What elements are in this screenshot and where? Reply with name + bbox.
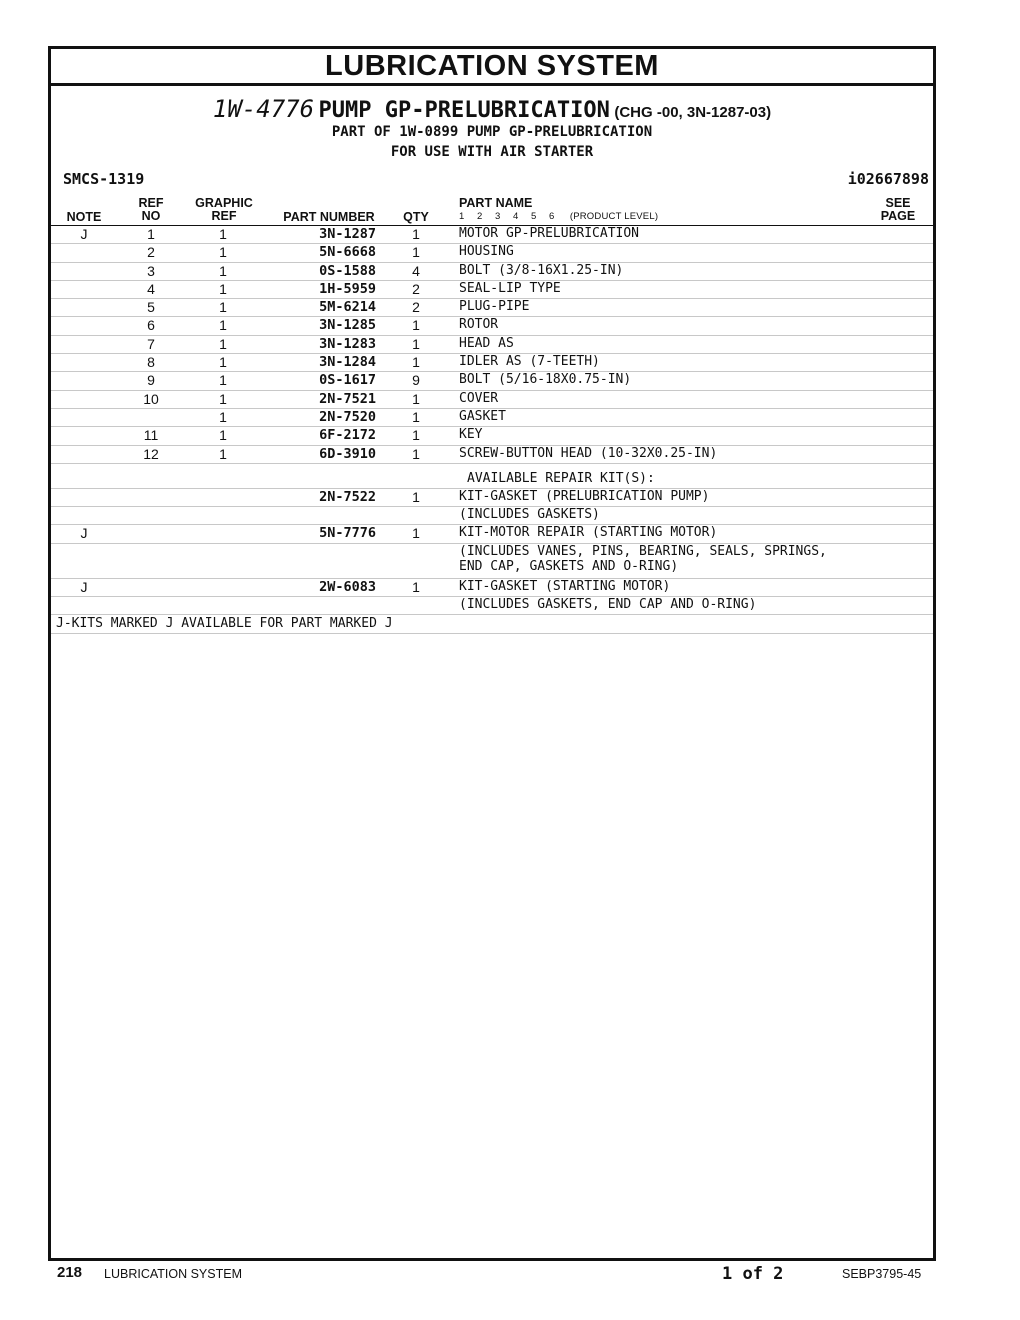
level-5: 5 [531,211,537,222]
graphic-ref-cell: 1 [219,427,227,444]
part-name-cell: KEY [459,427,483,443]
table-row [51,299,933,317]
part-number-cell: 1H-5959 [319,280,376,297]
level-2: 2 [477,211,483,222]
col-see-bottom: PAGE [880,209,916,223]
part-number-cell: 3N-1283 [319,335,376,352]
table-row [51,579,933,597]
illustration-id: i02667898 [847,170,929,188]
footnote: J-KITS MARKED J AVAILABLE FOR PART MARKED J [51,615,933,633]
part-number-cell: 5N-7776 [319,525,376,542]
assembly-description: PUMP GP-PRELUBRICATION [318,98,610,123]
col-ref-bottom: NO [141,209,161,223]
product-level-label: (PRODUCT LEVEL) [569,211,659,222]
table-row [51,317,933,335]
qty-cell: 1 [412,408,420,425]
part-name-cell: GASKET [459,408,506,424]
part-name-cell: COVER [459,390,499,406]
part-name-cell: BOLT (5/16-18X0.75-IN) [459,372,632,388]
ref-no-cell: 1 [147,226,155,242]
table-header [51,197,933,226]
table-row [51,391,933,409]
part-of-line: PART OF 1W-0899 PUMP GP-PRELUBRICATION [331,124,653,140]
part-number-cell: 2N-7521 [319,390,376,407]
graphic-ref-cell: 1 [219,335,227,352]
part-name-cell: BOLT (3/8-16X1.25-IN) [459,262,624,278]
ref-no-cell: 4 [147,280,155,297]
graphic-ref-cell: 1 [219,390,227,407]
graphic-ref-cell: 1 [219,317,227,334]
part-number-cell: 5M-6214 [319,299,376,316]
col-graphic-ref [189,197,259,223]
col-qty: QTY [403,210,429,224]
col-graphic-bottom: REF [211,209,237,223]
table-row [51,281,933,299]
qty-cell: 2 [412,299,420,316]
qty-cell: 4 [412,262,420,279]
part-name-cell: PLUG-PIPE [459,299,530,315]
part-number-cell: 0S-1588 [319,262,376,279]
part-name-cell: KIT-GASKET (PRELUBRICATION PUMP) [459,488,710,504]
part-name-cell: HEAD AS [459,335,514,351]
part-name-cell: ROTOR [459,317,499,333]
col-part-name: PART NAME [459,196,533,210]
ref-no-cell: 3 [147,262,155,279]
assembly-heading [51,95,933,123]
use-line: FOR USE WITH AIR STARTER [390,144,594,160]
part-number-cell: 3N-1285 [319,317,376,334]
part-name-cell: IDLER AS (7-TEETH) [459,354,600,370]
ref-no-cell: 2 [147,244,155,261]
document-id: SEBP3795-45 [842,1267,922,1281]
smcs-code: SMCS-1319 [63,170,145,188]
table-row [51,446,933,464]
qty-cell: 1 [412,427,420,444]
part-name-cell: KIT-MOTOR REPAIR (STARTING MOTOR) [459,525,718,541]
graphic-ref-cell: 1 [219,280,227,297]
part-number-cell: 3N-1287 [319,226,376,242]
col-see-page [873,197,923,223]
table-row [51,597,933,615]
graphic-ref-cell: 1 [219,372,227,389]
part-name-cell: SEAL-LIP TYPE [459,280,561,296]
qty-cell: 1 [412,578,420,595]
col-note: NOTE [66,210,102,224]
page-frame [48,46,936,1261]
table-row [51,525,933,543]
note-cell: J [80,525,88,542]
ref-no-cell: 9 [147,372,155,389]
table-row [51,244,933,262]
part-number-cell: 3N-1284 [319,354,376,371]
graphic-ref-cell: 1 [219,354,227,371]
level-3: 3 [495,211,501,222]
assembly-part-number: 1W-4776 [212,95,315,123]
product-levels [459,211,658,222]
part-number-cell: 2W-6083 [319,578,376,595]
page-title: LUBRICATION SYSTEM [51,49,933,86]
part-number-cell: 2N-7520 [319,408,376,425]
qty-cell: 9 [412,372,420,389]
qty-cell: 1 [412,317,420,334]
col-ref [131,197,171,223]
part-name-cell: (INCLUDES GASKETS, END CAP AND O-RING) [459,597,757,613]
graphic-ref-cell: 1 [219,445,227,462]
part-number-cell: 2N-7522 [319,488,376,505]
part-name-cell: KIT-GASKET (STARTING MOTOR) [459,578,671,594]
note-cell: J [80,226,88,242]
change-level: (CHG -00, 3N-1287-03) [614,104,772,121]
graphic-ref-cell: 1 [219,299,227,316]
footer-section: LUBRICATION SYSTEM [104,1267,242,1281]
qty-cell: 1 [412,335,420,352]
ref-no-cell: 12 [143,445,159,462]
level-4: 4 [513,211,519,222]
col-see-top: SEE [885,196,911,210]
graphic-ref-cell: 1 [219,244,227,261]
part-name-cell: SCREW-BUTTON HEAD (10-32X0.25-IN) [459,445,718,461]
level-6: 6 [549,211,555,222]
ref-no-cell: 8 [147,354,155,371]
part-name-cell: MOTOR GP-PRELUBRICATION [459,226,640,241]
part-name-cell: (INCLUDES VANES, PINS, BEARING, SEALS, SPRINGS, END CAP, GASKETS AND O-RING) [459,543,827,574]
table-row [51,354,933,372]
col-part-number: PART NUMBER [283,210,375,224]
graphic-ref-cell: 1 [219,262,227,279]
page-footer [0,1264,1020,1284]
table-row [51,507,933,525]
ref-no-cell: 6 [147,317,155,334]
ref-no-cell: 7 [147,335,155,352]
repair-kit-heading-row [51,464,933,489]
table-row [51,489,933,507]
ref-no-cell: 11 [143,427,159,444]
col-ref-top: REF [138,196,164,210]
qty-cell: 2 [412,280,420,297]
part-name-cell: AVAILABLE REPAIR KIT(S): [467,470,655,486]
qty-cell: 1 [412,445,420,462]
page-number: 218 [57,1264,83,1281]
page-of: 1 of 2 [722,1264,784,1284]
qty-cell: 1 [412,525,420,542]
part-number-cell: 0S-1617 [319,372,376,389]
qty-cell: 1 [412,244,420,261]
qty-cell: 1 [412,390,420,407]
graphic-ref-cell: 1 [219,408,227,425]
table-row [51,544,933,579]
qty-cell: 1 [412,354,420,371]
parts-table-body [51,226,933,634]
ref-no-cell: 10 [143,390,159,407]
table-row [51,336,933,354]
qty-cell: 1 [412,226,420,242]
level-1: 1 [459,211,465,222]
table-row [51,263,933,281]
part-number-cell: 6D-3910 [319,445,376,462]
col-graphic-top: GRAPHIC [195,196,253,210]
table-row [51,226,933,244]
part-name-cell: HOUSING [459,244,514,260]
table-row [51,372,933,390]
table-row [51,409,933,427]
part-number-cell: 6F-2172 [319,427,376,444]
table-row [51,427,933,445]
ref-no-cell: 5 [147,299,155,316]
note-cell: J [80,578,88,595]
graphic-ref-cell: 1 [219,226,227,242]
qty-cell: 1 [412,488,420,505]
part-name-cell: (INCLUDES GASKETS) [459,507,600,523]
part-number-cell: 5N-6668 [319,244,376,261]
